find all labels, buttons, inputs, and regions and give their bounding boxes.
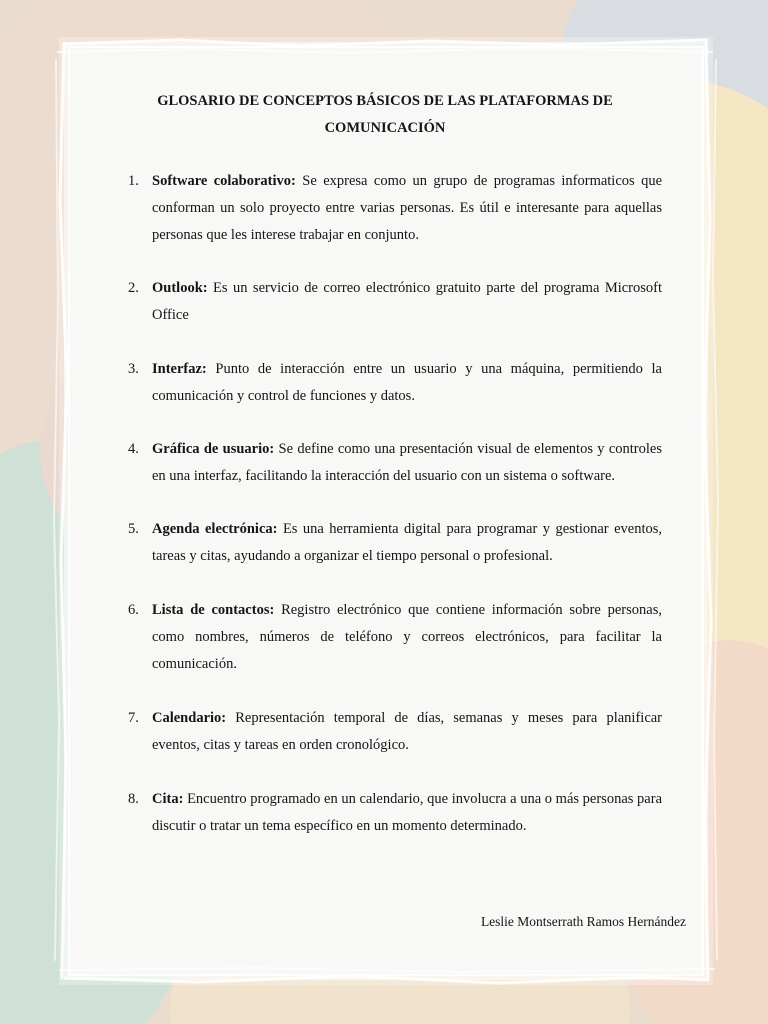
title-line-1: GLOSARIO DE CONCEPTOS BÁSICOS DE LAS PLATAFORMAS DE xyxy=(157,93,613,109)
item-number: 8. xyxy=(128,791,139,807)
item-number: 4. xyxy=(128,441,139,457)
item-term: Calendario: xyxy=(152,710,227,726)
item-number: 5. xyxy=(128,521,139,537)
glossary-item xyxy=(120,356,662,410)
glossary-item xyxy=(120,597,662,678)
item-term: Gráfica de usuario: xyxy=(152,441,275,457)
glossary-item xyxy=(120,275,662,329)
glossary-list xyxy=(120,168,662,840)
item-term: Cita: xyxy=(152,791,184,807)
item-number: 6. xyxy=(128,602,139,618)
item-number: 2. xyxy=(128,280,139,296)
item-definition: Es una herramienta digital para programar y gestionar eventos, tareas y citas, ayudando a organizar el tiempo personal o profesional. xyxy=(152,521,663,564)
item-definition: Es un servicio de correo electrónico gratuito parte del programa Microsoft Office xyxy=(152,280,663,323)
item-term: Lista de contactos: xyxy=(152,602,275,618)
glossary-item xyxy=(120,168,662,249)
item-definition: Punto de interacción entre un usuario y una máquina, permitiendo la comunicación y control de funciones y datos. xyxy=(152,361,662,404)
author-name: Leslie Montserrath Ramos Hernández xyxy=(480,914,686,929)
glossary-item xyxy=(120,516,662,570)
item-definition: Se expresa como un grupo de programas informaticos que conforman un solo proyecto entre varias personas. Es útil e interesante para aquellas personas que les interese trabajar en conjunto. xyxy=(152,173,663,243)
glossary-title xyxy=(120,88,650,142)
glossary-item xyxy=(120,705,662,759)
item-term: Software colaborativo: xyxy=(152,173,296,189)
item-definition: Se define como una presentación visual de elementos y controles en una interfaz, facilitando la interacción del usuario con un sistema o software. xyxy=(152,441,662,484)
item-definition: Encuentro programado en un calendario, que involucra a una o más personas para discutir o tratar un tema específico en un momento determinado. xyxy=(152,791,662,834)
item-number: 1. xyxy=(128,173,139,189)
glossary-item xyxy=(120,436,662,490)
title-line-2: COMUNICACIÓN xyxy=(324,120,446,136)
item-definition: Registro electrónico que contiene información sobre personas, como nombres, números de teléfono y correos electrónicos, para facilitar la comunicación. xyxy=(152,602,662,672)
item-definition: Representación temporal de días, semanas y meses para planificar eventos, citas y tareas en orden cronológico. xyxy=(152,710,663,753)
item-term: Agenda electrónica: xyxy=(152,521,278,537)
glossary-item xyxy=(120,786,662,840)
item-number: 7. xyxy=(128,710,139,726)
item-term: Interfaz: xyxy=(152,361,207,377)
item-number: 3. xyxy=(128,361,139,377)
item-term: Outlook: xyxy=(152,280,208,296)
